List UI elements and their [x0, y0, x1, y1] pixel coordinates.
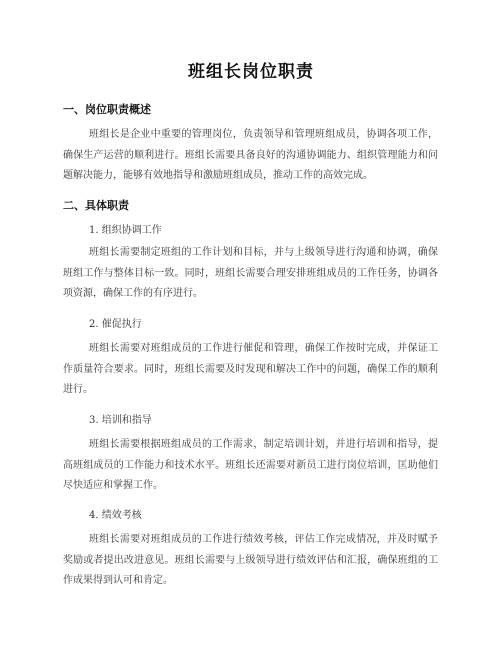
section-heading-duties: 二、具体职责: [63, 199, 129, 212]
duty-item-paragraph-2: 班组长需要对班组成员的工作进行催促和管理，确保工作按时完成，并保证工作质量符合要求。同时，班组长需要及时发现和解决工作中的问题，确保工作的顺利进行。: [63, 343, 438, 395]
page-title: 班组长岗位职责: [188, 62, 314, 82]
overview-paragraph: 班组长是企业中重要的管理岗位，负责领导和管理班组成员，协调各项工作，确保生产运营的顺利进行。班组长需要具备良好的沟通协调能力、组织管理能力和问题解决能力，能够有效地指导和激励班组成员，推动工作的高效完成。: [63, 129, 438, 181]
duty-item-paragraph-1: 班组长需要制定班组的工作计划和目标，并与上级领导进行沟通和协调，确保班组工作与整体目标一致。同时，班组长需要合理安排班组成员的工作任务，协调各项资源，确保工作的有序进行。: [63, 247, 438, 299]
section-heading-overview: 一、岗位职责概述: [63, 103, 151, 116]
duty-item-paragraph-3: 班组长需要根据班组成员的工作需求，制定培训计划，并进行培训和指导，提高班组成员的工作能力和技术水平。班组长还需要对新员工进行岗位培训，匡助他们尽快适应和掌握工作。: [63, 439, 438, 491]
duty-item-title-3: 3. 培训和指导: [89, 415, 152, 426]
duty-item-title-2: 2. 催促执行: [89, 319, 142, 330]
duty-item-title-4: 4. 绩效考核: [89, 510, 142, 521]
duty-item-title-1: 1. 组织协调工作: [89, 225, 162, 236]
duty-item-paragraph-4: 班组长需要对班组成员的工作进行绩效考核，评估工作完成情况，并及时赋予奖励或者提出改进意见。班组长需要与上级领导进行绩效评估和汇报，确保班组的工作成果得到认可和肯定。: [63, 534, 438, 586]
